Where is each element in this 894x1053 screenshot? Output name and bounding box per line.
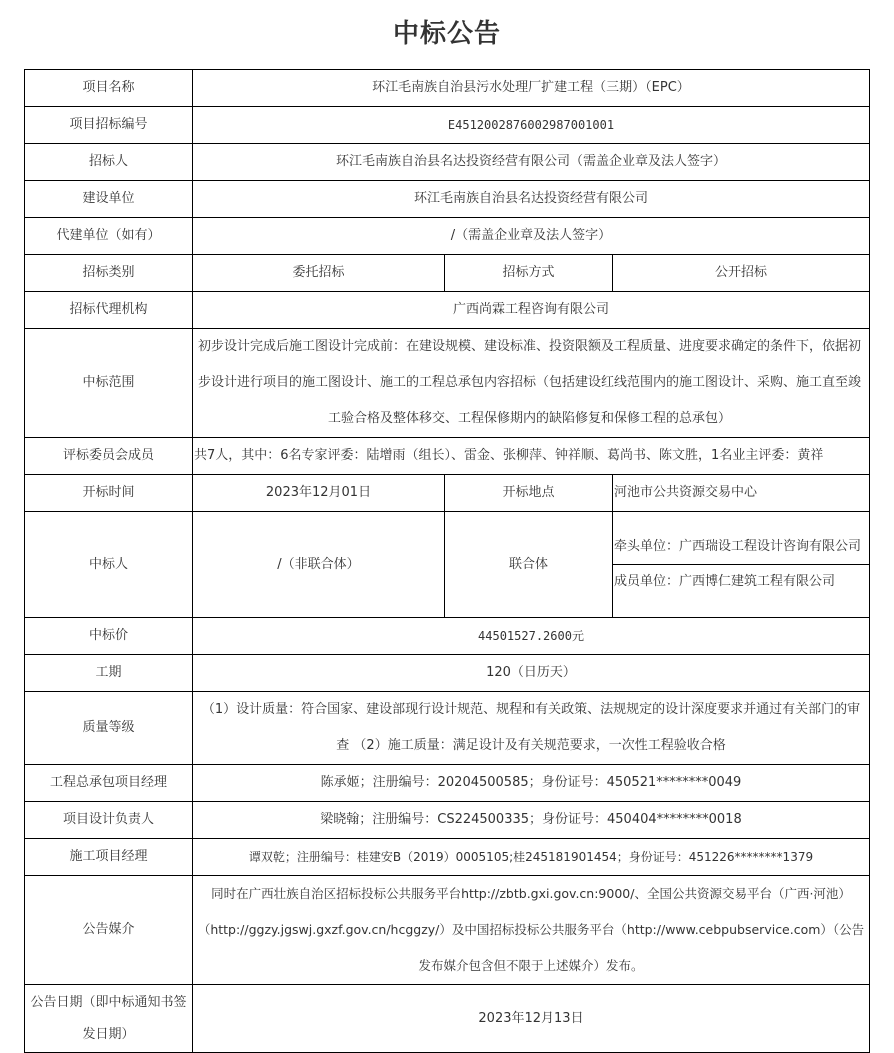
row-publish-date	[25, 985, 870, 1053]
price-value: 44501527.2600元	[193, 618, 870, 655]
tenderer-label: 招标人	[25, 144, 193, 181]
committee-label: 评标委员会成员	[25, 438, 193, 475]
row-duration	[25, 655, 870, 692]
scope-label: 中标范围	[25, 329, 193, 438]
tenderer-value: 环江毛南族自治县名达投资经营有限公司（需盖企业章及法人签字）	[193, 144, 870, 181]
row-committee	[25, 438, 870, 475]
builder-label: 建设单位	[25, 181, 193, 218]
row-tenderer	[25, 144, 870, 181]
bid-award-table	[24, 69, 870, 1053]
design-lead-label: 项目设计负责人	[25, 802, 193, 839]
row-price	[25, 618, 870, 655]
committee-value: 共7人，其中：6名专家评委：陆增雨（组长）、雷金、张柳萍、钟祥顺、葛尚书、陈文胜，1名业主评委：黄祥	[193, 438, 870, 475]
row-quality	[25, 692, 870, 765]
winner-label: 中标人	[25, 512, 193, 618]
quality-value: （1）设计质量：符合国家、建设部现行设计规范、规程和有关政策、法规规定的设计深度要求并通过有关部门的审查 （2）施工质量：满足设计及有关规范要求，一次性工程验收合格	[193, 692, 870, 765]
project-code-value: E4512002876002987001001	[193, 107, 870, 144]
row-tender-type	[25, 255, 870, 292]
consortium-label: 联合体	[445, 512, 613, 618]
opening-time-value: 2023年12月01日	[193, 475, 445, 512]
duration-value: 120（日历天）	[193, 655, 870, 692]
row-opening	[25, 475, 870, 512]
tender-method-label: 招标方式	[445, 255, 613, 292]
row-media	[25, 876, 870, 985]
winner-value: /（非联合体）	[193, 512, 445, 618]
row-agent-builder	[25, 218, 870, 255]
agent-builder-label: 代建单位（如有）	[25, 218, 193, 255]
scope-value: 初步设计完成后施工图设计完成前：在建设规模、建设标准、投资限额及工程质量、进度要求确定的条件下，依据初步设计进行项目的施工图设计、施工的工程总承包内容招标（包括建设红线范围内的施工图设计、采购、施工直至竣工验合格及整体移交、工程保修期内的缺陷修复和保修工程的总承包）	[193, 329, 870, 438]
project-name-value: 环江毛南族自治县污水处理厂扩建工程（三期）（EPC）	[193, 70, 870, 107]
row-scope	[25, 329, 870, 438]
builder-value: 环江毛南族自治县名达投资经营有限公司	[193, 181, 870, 218]
row-builder	[25, 181, 870, 218]
member-unit: 成员单位：广西博仁建筑工程有限公司	[613, 564, 869, 599]
tender-type-value: 委托招标	[193, 255, 445, 292]
agency-label: 招标代理机构	[25, 292, 193, 329]
price-label: 中标价	[25, 618, 193, 655]
duration-label: 工期	[25, 655, 193, 692]
row-project-code	[25, 107, 870, 144]
row-project-name	[25, 70, 870, 107]
tender-type-label: 招标类别	[25, 255, 193, 292]
project-name-label: 项目名称	[25, 70, 193, 107]
tender-method-value: 公开招标	[613, 255, 870, 292]
lead-unit: 牵头单位：广西瑞设工程设计咨询有限公司	[614, 539, 862, 554]
agent-builder-value: /（需盖企业章及法人签字）	[193, 218, 870, 255]
epc-manager-label: 工程总承包项目经理	[25, 765, 193, 802]
row-agency	[25, 292, 870, 329]
agency-value: 广西尚霖工程咨询有限公司	[193, 292, 870, 329]
design-lead-value: 梁晓翰；注册编号：CS224500335；身份证号：450404********0018	[193, 802, 870, 839]
construction-manager-label: 施工项目经理	[25, 839, 193, 876]
construction-manager-value: 谭双乾；注册编号：桂建安B（2019）0005105;桂245181901454；身份证号：451226********1379	[193, 839, 870, 876]
opening-time-label: 开标时间	[25, 475, 193, 512]
opening-place-label: 开标地点	[445, 475, 613, 512]
winner-units	[613, 512, 870, 618]
media-value: 同时在广西壮族自治区招标投标公共服务平台http://zbtb.gxi.gov.cn:9000/、全国公共资源交易平台（广西·河池）（http://ggzy.jgswj.gxzf.gov.cn/hcggzy/）及中国招标投标公共服务平台（http://www.cebpubservice.com）（公告发布媒介包含但不限于上述媒介）发布。	[193, 876, 870, 985]
opening-place-value: 河池市公共资源交易中心	[613, 475, 870, 512]
project-code-label: 项目招标编号	[25, 107, 193, 144]
row-design-lead	[25, 802, 870, 839]
quality-label: 质量等级	[25, 692, 193, 765]
page-title: 中标公告	[392, 19, 501, 49]
publish-date-value: 2023年12月13日	[193, 985, 870, 1053]
row-epc-manager	[25, 765, 870, 802]
media-label: 公告媒介	[25, 876, 193, 985]
epc-manager-value: 陈承姬；注册编号：20204500585；身份证号：450521********0049	[193, 765, 870, 802]
row-winner	[25, 512, 870, 618]
publish-date-label: 公告日期（即中标通知书签发日期）	[25, 985, 193, 1053]
row-construction-manager	[25, 839, 870, 876]
